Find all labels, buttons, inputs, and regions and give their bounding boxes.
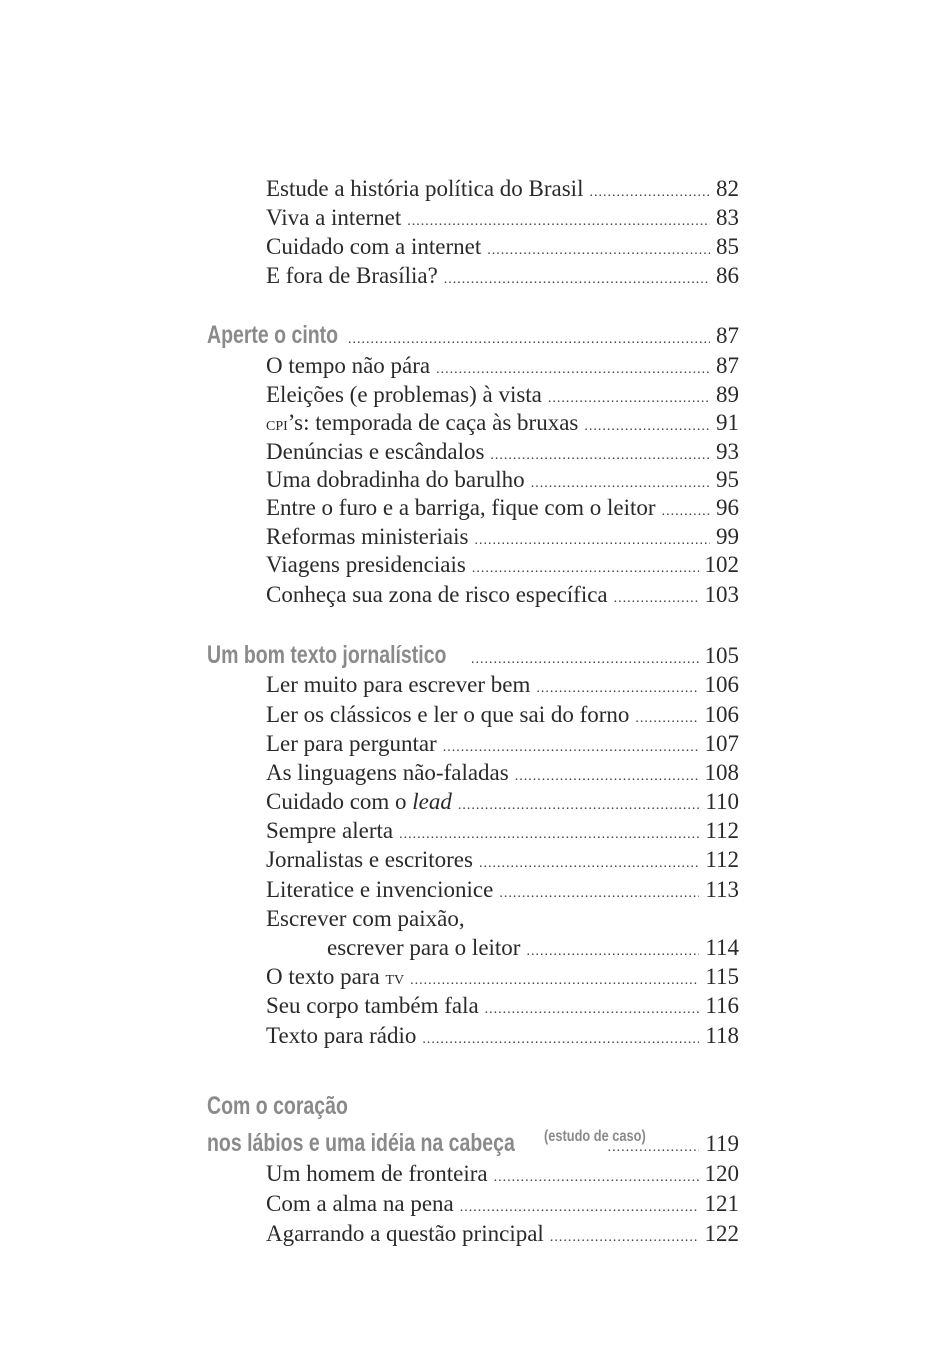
toc-entry[interactable]	[207, 730, 739, 758]
page-number: 103	[704, 582, 739, 607]
entry-title: Agarrando a questão principal	[266, 1221, 544, 1246]
entry-title: Cuidado com a internet	[266, 234, 482, 259]
entry-title: Reformas ministeriais	[266, 524, 469, 549]
entry-title: Denúncias e escândalos	[266, 439, 485, 464]
leader-dots	[479, 850, 699, 878]
section-title-continued: nos lábios e uma idéia na cabeça	[207, 1129, 515, 1157]
entry-title: Ler para perguntar	[266, 731, 437, 756]
page-number: 112	[705, 847, 739, 872]
leader-dots	[526, 938, 699, 966]
toc-entry[interactable]	[207, 992, 739, 1020]
entry-title: E fora de Brasília?	[266, 263, 438, 288]
toc-entry[interactable]	[207, 1190, 739, 1218]
leader-dots	[472, 555, 699, 583]
leader-dots	[460, 1194, 699, 1222]
toc-entry[interactable]	[207, 262, 739, 290]
toc-section-heading[interactable]	[207, 321, 739, 349]
page-number: 89	[716, 382, 739, 407]
page-number: 83	[716, 205, 739, 230]
toc-entry[interactable]	[207, 701, 739, 729]
leader-dots	[436, 356, 710, 384]
toc-entry-line2[interactable]	[207, 934, 739, 962]
entry-title-rest: ’s: temporada de caça às bruxas	[287, 410, 579, 435]
leader-dots	[485, 996, 700, 1024]
entry-title: Ler muito para escrever bem	[266, 672, 531, 697]
leader-dots	[614, 585, 699, 613]
page-number: 108	[704, 760, 739, 785]
page-number: 105	[704, 643, 739, 668]
toc-entry[interactable]	[207, 788, 739, 816]
toc-entry[interactable]	[207, 963, 739, 991]
section-note: (estudo de caso)	[544, 1128, 646, 1145]
toc-entry[interactable]	[207, 233, 739, 261]
section-title: Um bom texto jornalístico	[207, 641, 447, 669]
toc-entry[interactable]	[207, 1022, 739, 1050]
toc-entry[interactable]	[207, 175, 739, 203]
entry-title: Eleições (e problemas) à vista	[266, 382, 542, 407]
entry-title: Jornalistas e escritores	[266, 847, 473, 872]
page-number: 110	[705, 789, 739, 814]
toc-entry[interactable]	[207, 671, 739, 699]
entry-title: Literatice e invencionice	[266, 877, 494, 902]
toc-entry[interactable]	[207, 817, 739, 845]
toc-entry[interactable]	[207, 1160, 739, 1188]
toc-entry[interactable]	[207, 438, 739, 466]
toc-entry[interactable]	[207, 466, 739, 494]
page-number: 91	[716, 410, 739, 435]
page-number: 85	[716, 234, 739, 259]
page-number: 96	[716, 495, 739, 520]
page-number: 119	[705, 1131, 739, 1156]
toc-entry[interactable]	[207, 759, 739, 787]
page-number: 120	[704, 1161, 739, 1186]
page-number: 82	[716, 176, 739, 201]
leader-dots	[494, 1164, 699, 1192]
page-number: 102	[704, 552, 739, 577]
page-number: 116	[705, 993, 739, 1018]
leader-dots	[399, 821, 699, 849]
entry-title: Uma dobradinha do barulho	[266, 467, 525, 492]
section-title: Aperte o cinto	[207, 321, 339, 349]
page-number: 95	[716, 467, 739, 492]
toc-entry[interactable]	[207, 204, 739, 232]
page-number: 112	[705, 818, 739, 843]
leader-dots	[458, 792, 699, 820]
page-number: 106	[704, 702, 739, 727]
page-number: 87	[716, 353, 739, 378]
entry-title	[266, 963, 404, 993]
toc-entry[interactable]	[207, 494, 739, 522]
toc-section-heading[interactable]	[207, 641, 739, 669]
leader-dots	[550, 1224, 699, 1252]
entry-title: Entre o furo e a barriga, fique com o leitor	[266, 495, 656, 520]
entry-title: Viva a internet	[266, 205, 402, 230]
leader-dots	[444, 266, 710, 294]
entry-title-start: Cuidado com o	[266, 789, 413, 814]
entry-title	[266, 788, 452, 816]
toc-entry[interactable]	[207, 876, 739, 904]
leader-dots	[515, 763, 699, 791]
entry-title: Sempre alerta	[266, 818, 394, 843]
leader-dots	[407, 208, 710, 236]
toc-entry[interactable]	[207, 409, 739, 437]
leader-dots	[348, 326, 710, 354]
entry-title: Estude a história política do Brasil	[266, 176, 584, 201]
toc-entry[interactable]	[207, 846, 739, 874]
entry-title: Texto para rádio	[266, 1023, 417, 1048]
leader-dots	[536, 675, 698, 703]
entry-title: Conheça sua zona de risco específica	[266, 582, 608, 607]
page-number: 106	[704, 672, 739, 697]
entry-title: O tempo não pára	[266, 353, 431, 378]
entry-title: Ler os clássicos e ler o que sai do forno	[266, 702, 630, 727]
page-number: 122	[704, 1221, 739, 1246]
toc-entry[interactable]	[207, 1220, 739, 1248]
table-of-contents	[207, 0, 739, 1359]
entry-title-italic: lead	[412, 789, 452, 814]
page-number: 113	[705, 877, 739, 902]
section-title: Com o coração	[207, 1092, 348, 1120]
acronym-cpi: cpi	[266, 414, 288, 435]
leader-dots	[662, 498, 710, 526]
entry-title: Escrever com paixão,	[266, 906, 465, 931]
leader-dots	[635, 705, 698, 733]
page-number: 86	[716, 263, 739, 288]
leader-dots	[499, 880, 699, 908]
page-number: 115	[705, 964, 739, 989]
leader-dots	[589, 179, 710, 207]
page-number: 107	[704, 731, 739, 756]
page-number: 99	[716, 524, 739, 549]
entry-title: As linguagens não-faladas	[266, 760, 509, 785]
toc-section-heading-line2[interactable]	[207, 1129, 739, 1157]
toc-entry[interactable]	[207, 581, 739, 609]
leader-dots	[443, 734, 699, 762]
entry-title-continued: escrever para o leitor	[327, 935, 521, 960]
entry-title	[266, 409, 578, 439]
leader-dots	[487, 237, 710, 265]
toc-entry[interactable]	[207, 352, 739, 380]
entry-title: Com a alma na pena	[266, 1191, 454, 1216]
page-number: 93	[716, 439, 739, 464]
leader-dots	[410, 967, 699, 995]
entry-title: Um homem de fronteira	[266, 1161, 488, 1186]
toc-entry-line1[interactable]	[207, 905, 739, 933]
toc-entry[interactable]	[207, 551, 739, 579]
toc-section-heading-line1[interactable]	[207, 1092, 739, 1120]
leader-dots	[584, 413, 710, 441]
toc-entry[interactable]	[207, 381, 739, 409]
entry-title: Viagens presidenciais	[266, 552, 466, 577]
leader-dots	[471, 646, 699, 674]
toc-entry[interactable]	[207, 523, 739, 551]
entry-title-start: O texto para	[266, 964, 386, 989]
leader-dots	[422, 1026, 699, 1054]
page-number: 114	[705, 935, 739, 960]
acronym-tv: tv	[385, 968, 405, 989]
page-number: 87	[716, 323, 739, 348]
page-number: 121	[704, 1191, 739, 1216]
entry-title: Seu corpo também fala	[266, 993, 479, 1018]
page-number: 118	[705, 1023, 739, 1048]
